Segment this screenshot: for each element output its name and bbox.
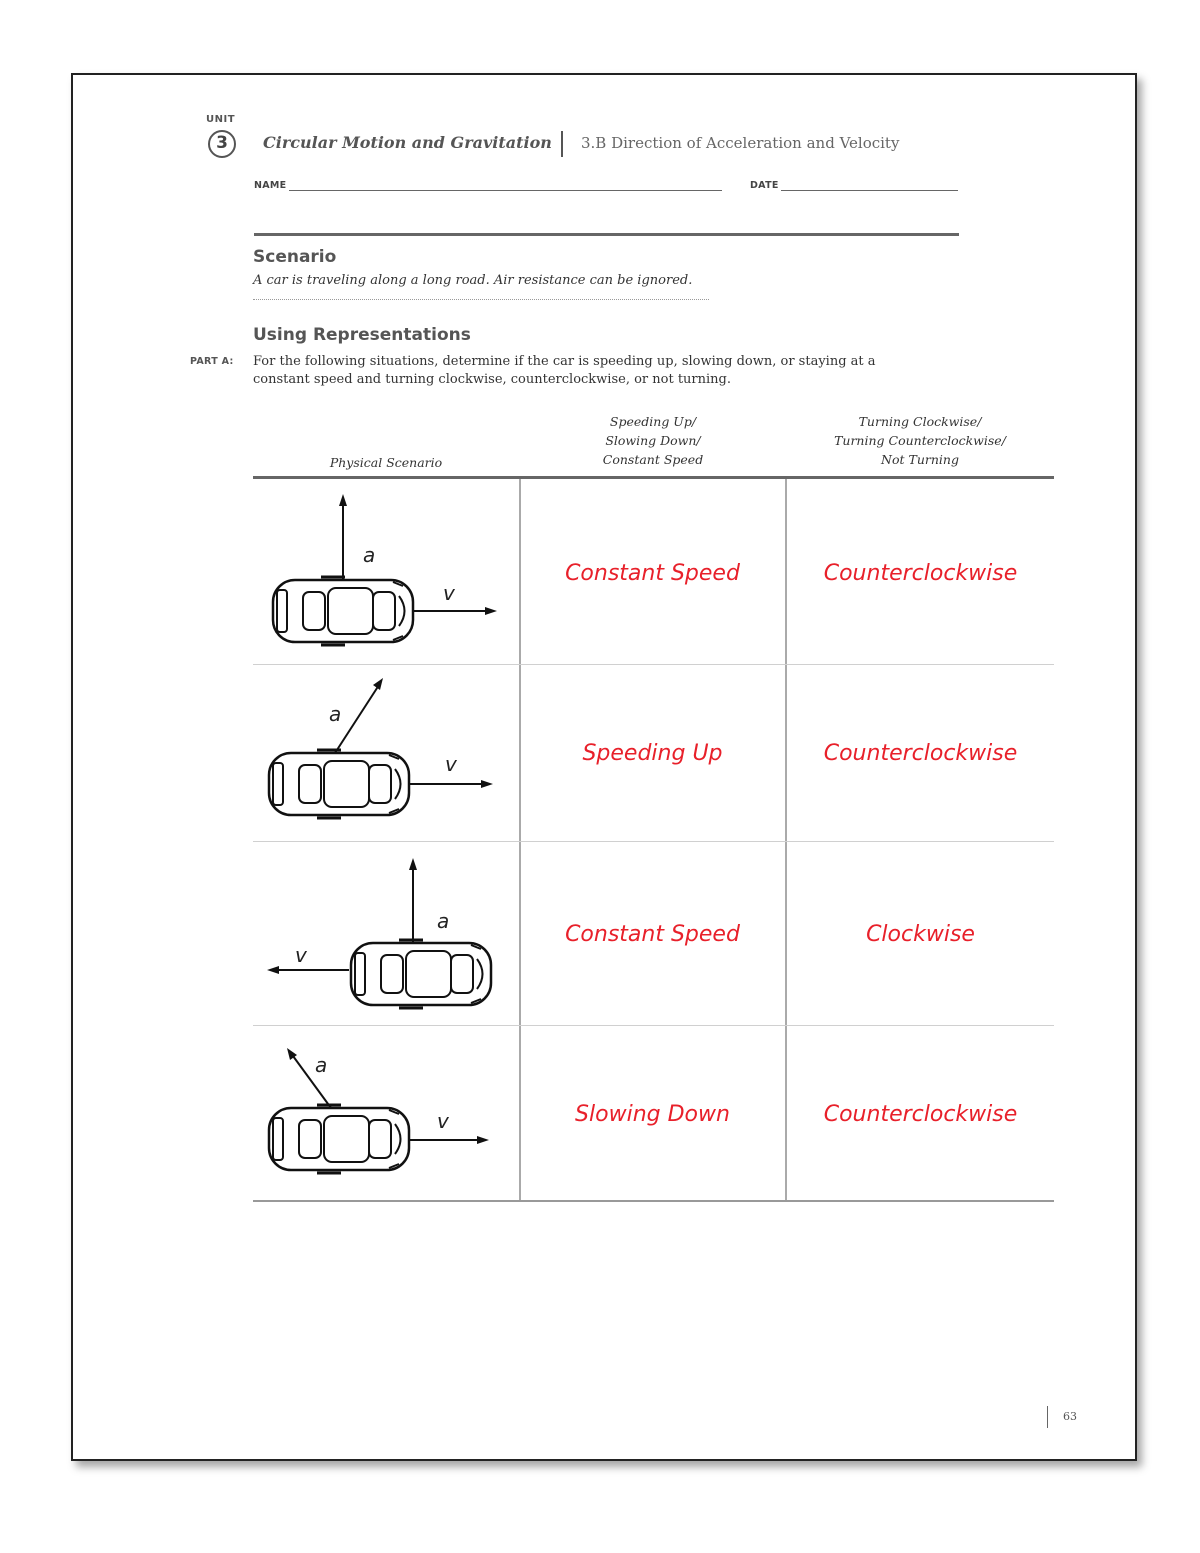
column-header-line: Slowing Down/	[605, 433, 701, 448]
velocity-arrow-icon	[481, 780, 493, 788]
page-number: 63	[1063, 1410, 1077, 1423]
table-top-rule	[253, 476, 1054, 479]
acceleration-arrow-icon	[373, 678, 383, 690]
turn-answer-row-4: Counterclockwise	[823, 1102, 1018, 1127]
speed-answer-row-4: Slowing Down	[575, 1102, 730, 1127]
unit-label: UNIT	[206, 114, 236, 125]
name-label: NAME	[254, 180, 287, 191]
velocity-label: v	[437, 1109, 449, 1133]
car-icon	[269, 750, 409, 818]
car-diagram-row-2	[253, 665, 519, 841]
title-divider	[561, 131, 563, 157]
car-diagram-row-3	[253, 842, 519, 1025]
unit-title: Circular Motion and Gravitation	[263, 133, 552, 152]
column-header-line: Constant Speed	[602, 452, 704, 467]
speed-answer-row-3: Constant Speed	[565, 922, 740, 947]
turn-answer-row-3: Clockwise	[866, 922, 975, 947]
column-header-line: Physical Scenario	[329, 455, 443, 470]
name-field[interactable]	[289, 190, 722, 191]
scenario-text: A car is traveling along a long road. Air resistance can be ignored.	[253, 273, 693, 288]
car-diagram-row-4	[253, 1026, 519, 1200]
turn-answer-row-1: Counterclockwise	[823, 561, 1018, 586]
acceleration-label: a	[363, 543, 376, 567]
date-label: DATE	[750, 180, 779, 191]
acceleration-label: a	[329, 702, 342, 726]
acceleration-arrow-icon	[409, 858, 417, 870]
section-title: 3.B Direction of Acceleration and Velocity	[581, 134, 900, 152]
column-header-speed	[520, 412, 786, 469]
turn-answer-row-2: Counterclockwise	[823, 741, 1018, 766]
page-number-rule	[1047, 1406, 1048, 1428]
acceleration-arrow-icon	[339, 494, 347, 506]
table-bottom-rule	[253, 1200, 1054, 1202]
header-rule	[254, 233, 959, 236]
car-icon	[269, 1105, 409, 1173]
car-icon	[351, 940, 491, 1008]
velocity-arrow-icon	[477, 1136, 489, 1144]
date-field[interactable]	[781, 190, 958, 191]
velocity-arrow-icon	[485, 607, 497, 615]
column-header-line: Turning Clockwise/	[858, 414, 982, 429]
velocity-label: v	[295, 943, 307, 967]
column-header-line: Turning Counterclockwise/	[834, 433, 1006, 448]
velocity-arrow-icon	[267, 966, 279, 974]
table-column-divider	[519, 479, 521, 1200]
column-header-line: Not Turning	[881, 452, 959, 467]
car-diagram-row-1	[253, 480, 519, 664]
scenario-dotted-rule	[253, 299, 709, 300]
scenario-heading: Scenario	[253, 247, 337, 267]
table-column-divider	[785, 479, 787, 1200]
part-instructions: For the following situations, determine if the car is speeding up, slowing down, or staying at a constant speed and turning clockwise, counterclockwise, or not turning.	[253, 354, 876, 387]
speed-answer-row-1: Constant Speed	[565, 561, 740, 586]
velocity-label: v	[443, 581, 455, 605]
unit-number-badge: 3	[208, 130, 236, 158]
acceleration-label: a	[437, 909, 450, 933]
speed-answer-row-2: Speeding Up	[582, 741, 723, 766]
velocity-label: v	[445, 752, 457, 776]
column-header-scenario	[253, 453, 519, 472]
acceleration-label: a	[315, 1053, 328, 1077]
part-label: PART A:	[190, 356, 234, 367]
column-header-line: Speeding Up/	[609, 414, 697, 429]
car-icon	[273, 577, 413, 645]
column-header-turning	[786, 412, 1054, 469]
representations-heading: Using Representations	[253, 325, 471, 345]
worksheet-page	[71, 73, 1137, 1461]
